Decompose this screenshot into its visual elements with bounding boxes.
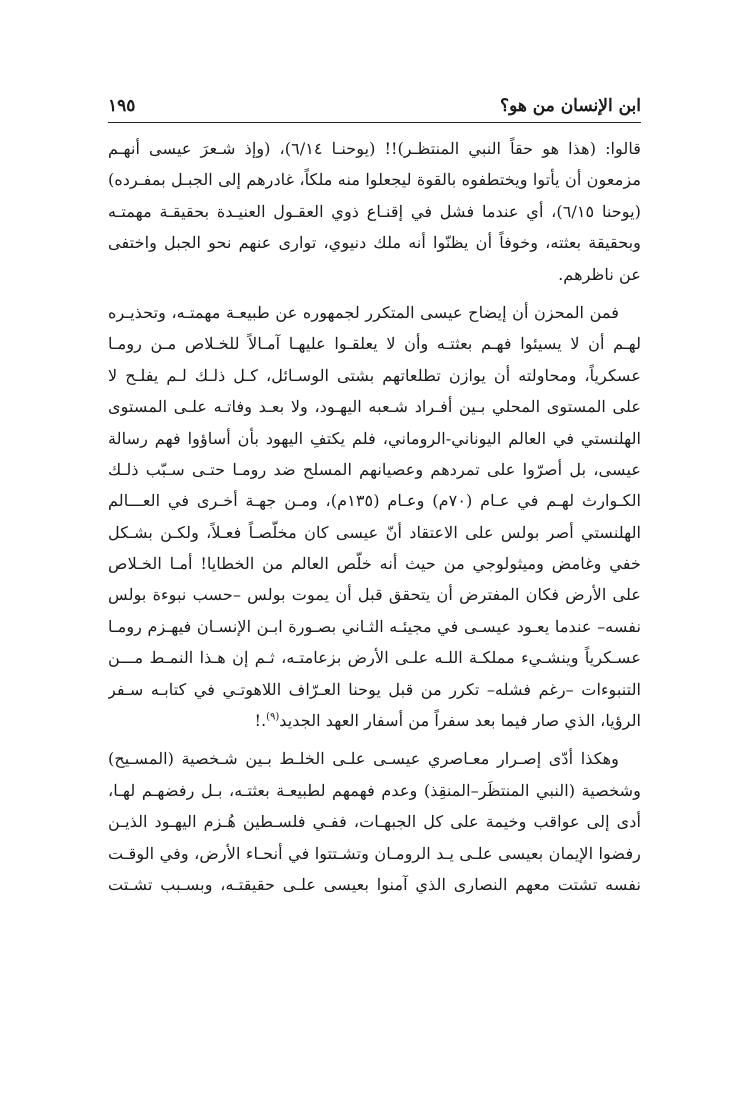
text-line: الهلنستي أصر بولس على الاعتقاد أنّ عيسى كان مخلّصـاً فعـلاً، ولكـن بشـكل [108,522,641,542]
text-line: قالوا: (هذا هو حقاً النبي المنتظـر)!! (يوحنـا ٦/١٤)، (وإذ شـعرَ عيسى أنهـم [108,139,641,158]
text-line: على الأرض فكان المفترض أن يتحقق قبل أن يموت بولس –حسب نبوءة بولس [108,585,641,605]
text-line: عسكرياً، ومحاولته أن يوازن تطلعاتهم بشتى الوسـائل، كـل ذلـك لـم يفلـح لا [108,365,641,385]
text-line: رفضوا الإيمان بعيسى علـى يـد الرومـان وتشـتتوا في أنحـاء الأرض، وفي الوقـت [108,843,641,863]
text-line: نفسه تشتت معهم النصارى الذي آمنوا بعيسى علـى حقيقتـه، وبسـبب تشـتت [108,874,641,894]
text-line: عيسى، بل أصرّوا على تمردهم وعصيانهم المسلح ضد رومـا حتـى سـبّب ذلـك [108,459,641,479]
text-line: وبحقيقة بعثته، وخوفاً أن يظنّوا أنه ملك دنيوي، توارى عنهم نحو الجبل واختفى [108,233,641,253]
text-line: عن ناظرهم. [558,264,641,284]
text-line: عسـكرياً وينشـيء مملكـة اللـه علـى الأرض بزعامتـه، ثـم إن هـذا النمـط مـــن [108,648,641,668]
paragraph-3 [108,743,641,900]
text-line: مزمعون أن يأتوا ويختطفوه بالقوة ليجعلوا منه ملكاً، غادرهم إلى الجبـل بمفـرده) [108,170,641,190]
paragraph-1 [108,133,641,290]
text-line-with-footnote [108,705,641,736]
text-line: الكـوارث لهـم في عـام (٧٠م) وعـام (١٣٥م)، ومـن جهـة أخـرى في العـــالم [108,491,641,511]
text-line: لهـم أن لا يسيئوا فهـم بعثتـه وأن لا يعلقـوا عليهـا آمـالاً للخـلاص مـن رومـا [108,334,641,354]
text-line: نفسه– عندما يعـود عيسـى في مجيئـه الثـاني بصـورة ابـن الإنسـان فيهـزم رومـا [108,616,641,636]
text-line: (يوحنا ٦/١٥)، أي عندما فشل في إقنـاع ذوي العقـول العنيـدة بحقيقـة مهمتـه [108,201,641,221]
text-line: الهلنستي في العالم اليوناني-الروماني، فلم يكتفِ اليهود بأن أساؤوا فهم رسالة [108,428,641,448]
running-title: ابن الإنسان من هو؟ [500,96,641,116]
text-line: فمن المحزن أن إيضاح عيسى المتكرر لجمهوره عن طبيعـة مهمتـه، وتحذيـره [108,302,619,322]
closing-punctuation: .! [254,711,267,731]
paragraph-2 [108,297,641,736]
line-text: الرؤيا، الذي صار فيما بعد سفراً من أسفار العهد الجديد [279,711,641,731]
text-line: وشخصية (النبي المنتظَر–المنقِذ) وعدم فهمهم لطبيعـة بعثتـه، بـل رفضهـم لهـا، [108,780,641,800]
text-line: أدى إلى عواقب وخيمة على كل الجبهـات، ففـي فلسـطين هُـزم اليهـود الذيـن [108,812,641,832]
text-line: على المستوى المحلي بـين أفـراد شـعبه اليهـود، ولا بعـد وفاتـه علـى المستوى [108,397,641,417]
text-line: خفي وغامض وميثولوجي من حيث أنه خلّص العالم من الخطايا! أمـا الخـلاص [108,554,641,574]
header-rule [108,122,641,123]
text-line: التنبوءات –رغم فشله– تكرر من قبل يوحنا العـرّاف اللاهوتـي في كتابـه سـفر [108,679,641,699]
footnote-reference: (٩) [266,711,280,723]
page-number: ١٩٥ [108,96,136,116]
body-text [108,133,641,900]
text-line: وهكذا أدّى إصـرار معـاصري عيسـى علـى الخلـط بـين شـخصية (المسـيح) [108,749,619,769]
running-header [108,86,641,116]
